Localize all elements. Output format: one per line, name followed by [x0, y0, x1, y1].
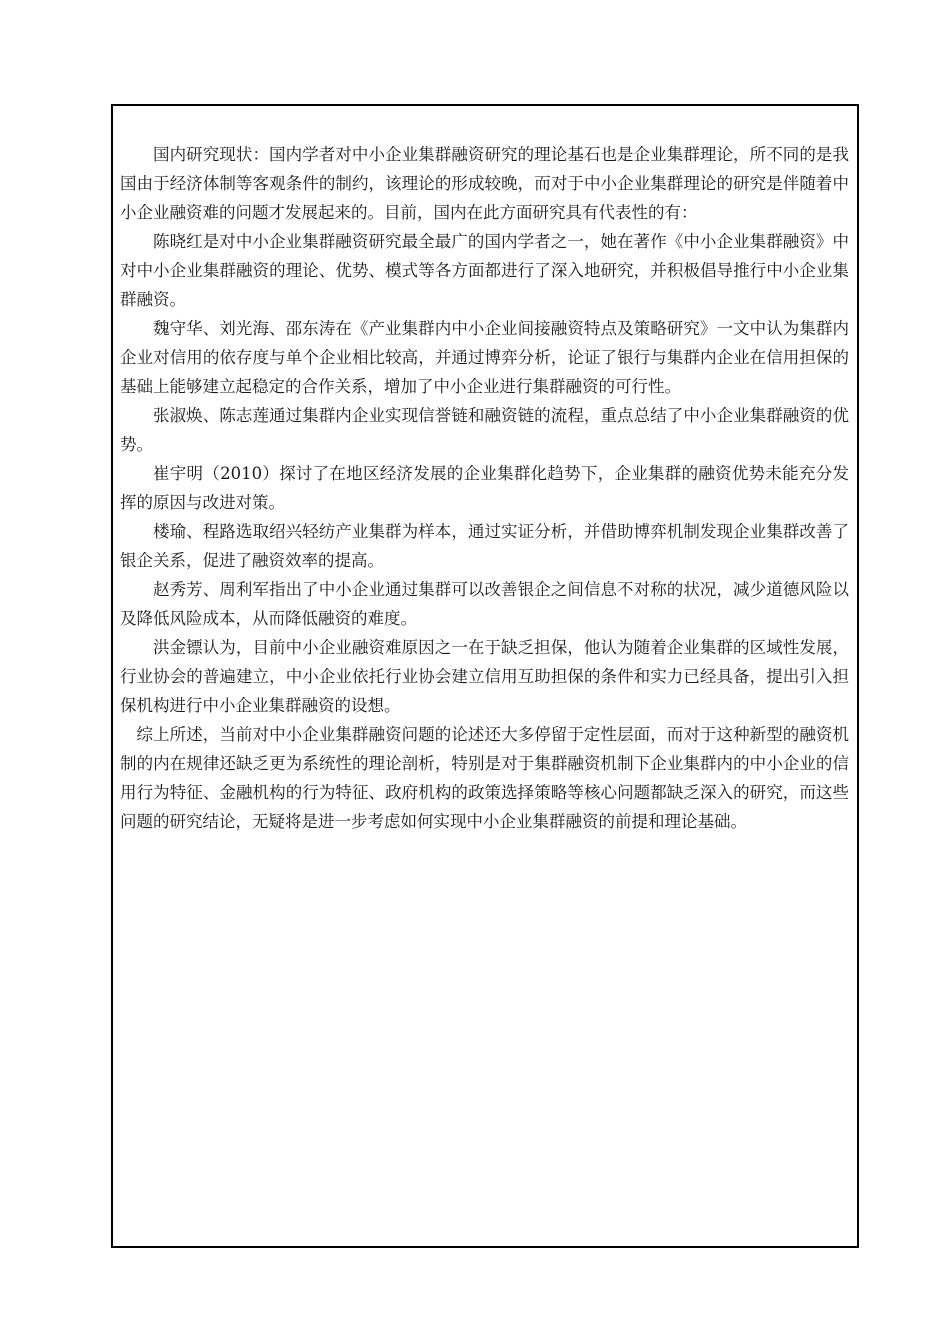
paragraph-wei-shouhua: 魏守华、刘光海、邵东涛在《产业集群内中小企业间接融资特点及策略研究》一文中认为集群内企业对信用的依存度与单个企业相比较高，并通过博弈分析，论证了银行与集群内企业在信用担保的基础上能够建立起稳定的合作关系，增加了中小企业进行集群融资的可行性。 [120, 319, 849, 396]
paragraph-cui-yuming: 崔宇明（2010）探讨了在地区经济发展的企业集群化趋势下，企业集群的融资优势未能充分发挥的原因与改进对策。 [120, 464, 849, 512]
paragraph-hong-jinbiao: 洪金镖认为，目前中小企业融资难原因之一在于缺乏担保，他认为随着企业集群的区域性发展，行业协会的普遍建立，中小企业依托行业协会建立信用互助担保的条件和实力已经具备，提出引入担保机构进行中小企业集群融资的设想。 [120, 638, 849, 715]
document-body [120, 140, 849, 836]
paragraph-lou-yu: 楼瑜、程路选取绍兴轻纺产业集群为样本，通过实证分析，并借助博弈机制发现企业集群改善了银企关系，促进了融资效率的提高。 [120, 522, 849, 570]
paragraph-zhang-shuhuan: 张淑焕、陈志莲通过集群内企业实现信誉链和融资链的流程，重点总结了中小企业集群融资的优势。 [120, 406, 849, 454]
paragraph-summary: 综上所述，当前对中小企业集群融资问题的论述还大多停留于定性层面，而对于这种新型的融资机制的内在规律还缺乏更为系统性的理论剖析，特别是对于集群融资机制下企业集群内的中小企业的信用行为特征、金融机构的行为特征、政府机构的政策选择策略等核心问题都缺乏深入的研究，而这些问题的研究结论，无疑将是进一步考虑如何实现中小企业集群融资的前提和理论基础。 [120, 725, 849, 831]
paragraph-domestic-research-status: 国内研究现状：国内学者对中小企业集群融资研究的理论基石也是企业集群理论，所不同的是我国由于经济体制等客观条件的制约，该理论的形成较晚，而对于中小企业集群理论的研究是伴随着中小企业融资难的问题才发展起来的。目前，国内在此方面研究具有代表性的有： [120, 145, 849, 222]
paragraph-chen-xiaohong: 陈晓红是对中小企业集群融资研究最全最广的国内学者之一，她在著作《中小企业集群融资》中对中小企业集群融资的理论、优势、模式等各方面都进行了深入地研究，并积极倡导推行中小企业集群融资。 [120, 232, 849, 309]
paragraph-zhao-xiufang: 赵秀芳、周利军指出了中小企业通过集群可以改善银企之间信息不对称的状况，减少道德风险以及降低风险成本，从而降低融资的难度。 [120, 580, 849, 628]
